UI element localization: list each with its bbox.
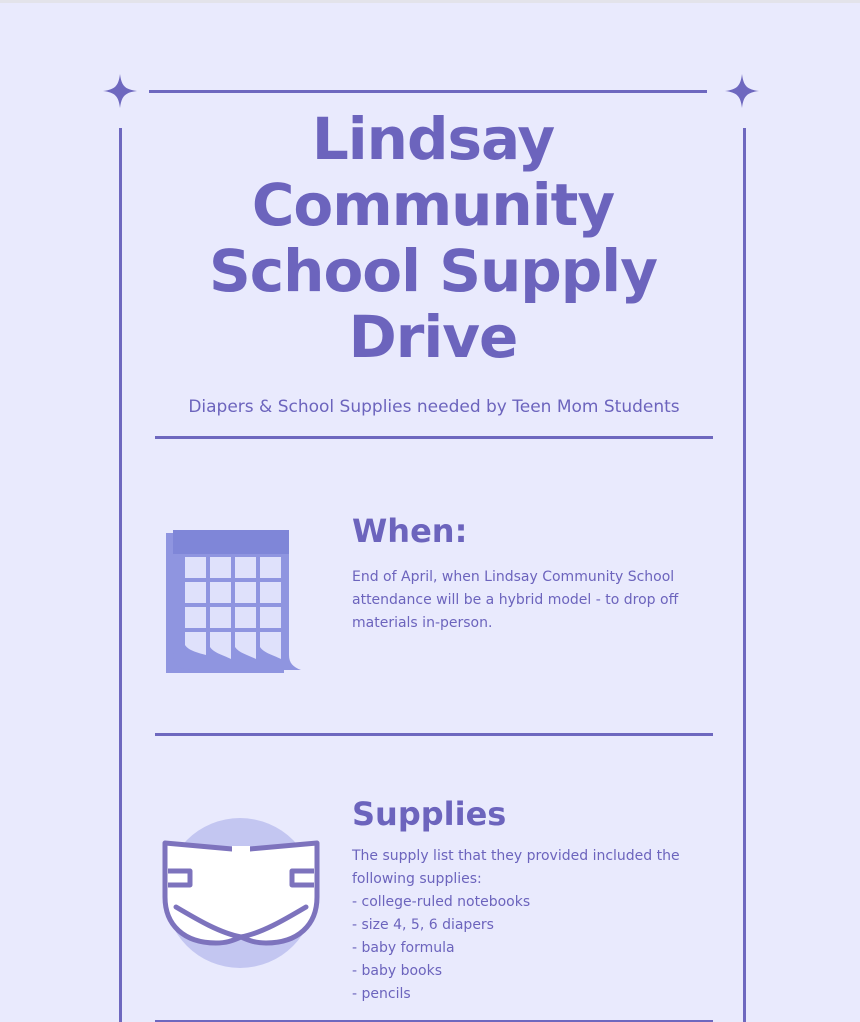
frame-right-line bbox=[743, 128, 746, 1022]
frame-left-line bbox=[119, 128, 122, 1022]
when-description: End of April, when Lindsay Community School attendance will be a hybrid model - to drop off materials in-person. bbox=[352, 569, 679, 631]
supplies-list bbox=[352, 891, 697, 1006]
top-strip bbox=[0, 0, 860, 3]
supplies-intro: The supply list that they provided included the following supplies: bbox=[352, 848, 680, 887]
page-subtitle: Diapers & School Supplies needed by Teen Mom Students bbox=[188, 397, 680, 417]
frame-top-line bbox=[149, 90, 707, 93]
calendar-icon bbox=[163, 527, 303, 677]
supplies-heading: Supplies bbox=[352, 795, 507, 833]
when-heading: When: bbox=[352, 512, 468, 550]
list-item: - baby books bbox=[352, 963, 443, 979]
sparkle-icon bbox=[103, 74, 137, 108]
sparkle-icon bbox=[725, 74, 759, 108]
list-item: - baby formula bbox=[352, 940, 455, 956]
divider bbox=[155, 436, 713, 439]
supplies-description bbox=[352, 845, 697, 1006]
diaper-icon bbox=[158, 815, 324, 971]
list-item: - college-ruled notebooks bbox=[352, 894, 531, 910]
list-item: - pencils bbox=[352, 986, 411, 1002]
divider bbox=[155, 733, 713, 736]
page-title: Lindsay Community School Supply Drive bbox=[209, 105, 657, 371]
list-item: - size 4, 5, 6 diapers bbox=[352, 917, 494, 933]
